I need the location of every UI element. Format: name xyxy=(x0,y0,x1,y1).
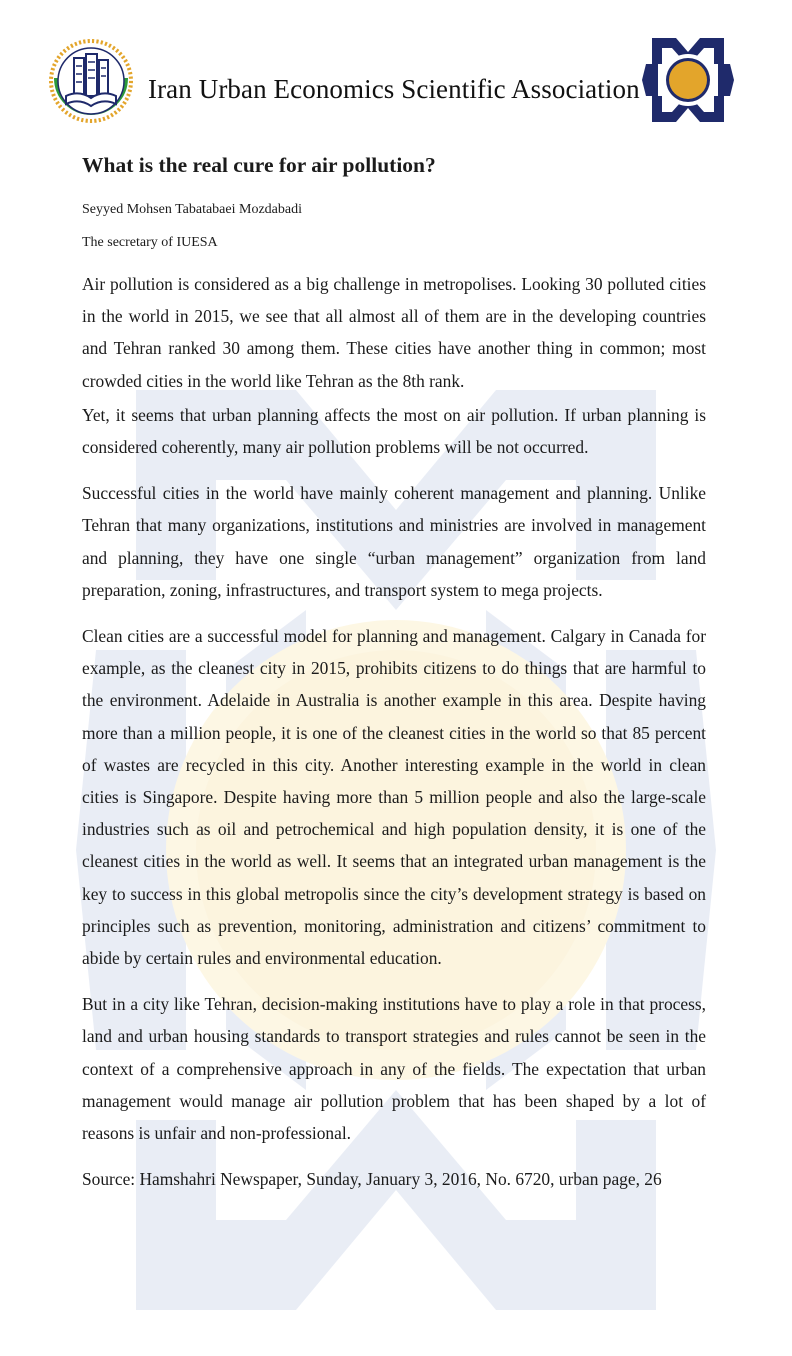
paragraph-5: But in a city like Tehran, decision-making institutions have to play a role in that process, land and urban housing standards to transport strategies and rules cannot be seen in the context of a comprehensive approach in any of the fields. The expectation that urban management would manage air pollution problem that has been shaped by a lot of reasons is unfair and non-professional. xyxy=(82,994,706,1144)
author-role: The secretary of IUESA xyxy=(82,235,218,250)
article-body xyxy=(82,268,706,1195)
article-source: Source: Hamshahri Newspaper, Sunday, January 3, 2016, No. 6720, urban page, 26 xyxy=(82,1169,662,1190)
navy-knot-gold-disc-logo-icon xyxy=(642,34,734,126)
iuesa-book-building-logo-icon xyxy=(48,38,134,124)
paragraph-4: Clean cities are a successful model for planning and management. Calgary in Canada for example, as the cleanest city in 2015, prohibits citizens to do things that are harmful to the environment. Adelaide in Australia is another example in this area. Despite having more than a million people, it is one of the cleanest cities in the world so that 85 percent of wastes are recycled in this city. Another interesting example in the world in clean cities is Singapore. Despite having more than 5 million people and also the large-scale industries such as oil and petrochemical and high population density, it is one of the cleanest cities in the world as well. It seems that an integrated urban management is the key to success in this global metropolis since the city’s development strategy is based on principles such as prevention, monitoring, administration and citizens’ commitment to abide by certain rules and environmental education. xyxy=(82,626,706,969)
article-author: Seyyed Mohsen Tabatabaei Mozdabadi xyxy=(82,202,302,217)
article xyxy=(82,148,706,1195)
paragraph-2: Yet, it seems that urban planning affects the most on air pollution. If urban planning is considered coherently, many air pollution problems will be not occurred. xyxy=(82,404,706,458)
paragraph-3: Successful cities in the world have mainly coherent management and planning. Unlike Tehran that many organizations, institutions and ministries are involved in management and planning, they have one single “urban management” organization from land preparation, zoning, infrastructures, and transport system to mega projects. xyxy=(82,483,706,600)
paragraph-1: Air pollution is considered as a big challenge in metropolises. Looking 30 polluted cities in the world in 2015, we see that all almost all of them are in the developing countries and Tehran ranked 30 among them. These cities have another thing in common; most crowded cities in the world like Tehran as the 8th rank. xyxy=(82,274,706,391)
article-title: What is the real cure for air pollution? xyxy=(82,153,436,177)
organization-name: Iran Urban Economics Scientific Association xyxy=(148,74,640,104)
page-header xyxy=(0,0,792,140)
